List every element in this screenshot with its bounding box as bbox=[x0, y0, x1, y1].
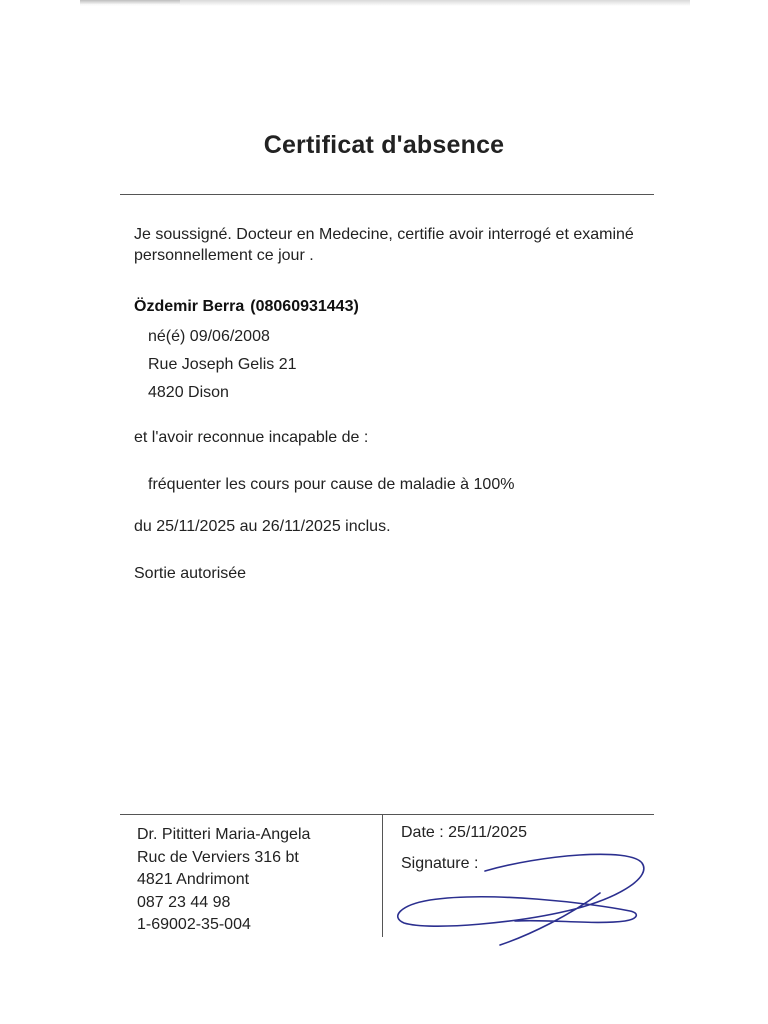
patient-city: 4820 Dison bbox=[148, 384, 229, 401]
patient-name-line bbox=[134, 298, 359, 316]
doctor-city: 4821 Andrimont bbox=[137, 871, 250, 888]
signature-label: Signature : bbox=[401, 855, 479, 872]
footer-column-divider bbox=[382, 815, 383, 937]
patient-birthdate: né(é) 09/06/2008 bbox=[148, 328, 270, 345]
patient-name: Özdemir Berra bbox=[134, 298, 245, 315]
scan-edge-shadow-dark bbox=[80, 0, 180, 5]
doctor-inami-number: 1-69002-35-004 bbox=[137, 916, 251, 933]
exit-status: Sortie autorisée bbox=[134, 565, 247, 582]
doctor-phone: 087 23 44 98 bbox=[137, 893, 231, 911]
patient-street: Rue Joseph Gelis 21 bbox=[148, 356, 297, 373]
handwritten-signature bbox=[390, 845, 660, 955]
doctor-info bbox=[137, 824, 310, 937]
title-divider bbox=[120, 194, 654, 195]
incapacity-statement: et l'avoir reconnue incapable de : bbox=[134, 429, 369, 446]
certificate-date: Date : 25/11/2025 bbox=[401, 824, 528, 841]
incapacity-activity: fréquenter les cours pour cause de maladie à 100% bbox=[148, 476, 515, 493]
patient-id: (08060931443) bbox=[250, 298, 359, 315]
doctor-street: Ruc de Verviers 316 bt bbox=[137, 848, 299, 866]
absence-period: du 25/11/2025 au 26/11/2025 inclus. bbox=[134, 518, 391, 535]
doctor-name: Dr. Pititteri Maria-Angela bbox=[137, 826, 311, 843]
certification-statement: Je soussigné. Docteur en Medecine, certifie avoir interrogé et examiné personnellement ce jour . bbox=[134, 226, 634, 264]
page-title: Certificat d'absence bbox=[263, 131, 505, 159]
footer-divider bbox=[120, 814, 654, 815]
